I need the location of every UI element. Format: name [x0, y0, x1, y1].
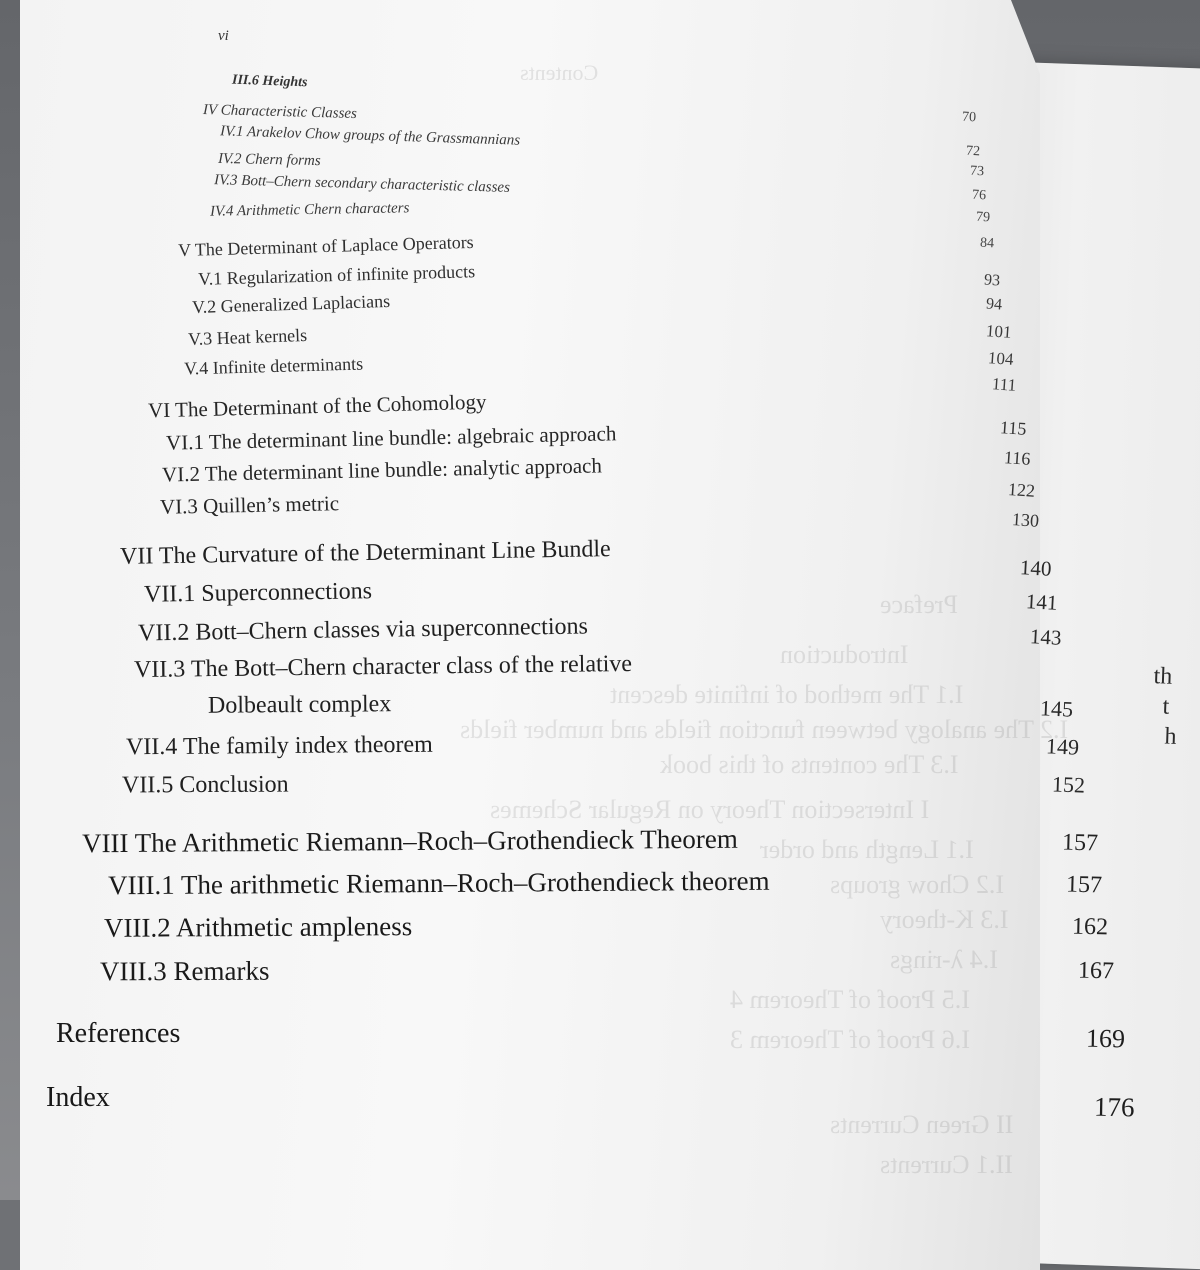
- toc-entry: III.6 Heights: [231, 72, 308, 91]
- toc-entry: VI.2 The determinant line bundle: analytic approach: [161, 453, 603, 487]
- toc-entry: V.1 Regularization of infinite products: [197, 261, 476, 289]
- toc-page-number: 116: [1003, 447, 1032, 469]
- toc-page-number: 104: [987, 348, 1015, 369]
- toc-entry: IV.3 Bott–Chern secondary characteristic classes: [213, 172, 511, 196]
- toc-page-number: 169: [1085, 1023, 1126, 1054]
- toc-entry: VI.1 The determinant line bundle: algebraic approach: [165, 421, 617, 455]
- toc-page-number: 152: [1051, 771, 1086, 798]
- toc-chapter: VII The Curvature of the Determinant Line Bundle: [119, 536, 611, 570]
- toc-page-number: 115: [999, 417, 1028, 439]
- toc-chapter: IV Characteristic Classes: [202, 101, 358, 123]
- toc-page-number: 93: [983, 271, 1001, 290]
- show-through-text: I.6 Proof of Theorem 3: [730, 1025, 970, 1054]
- toc-page-number: 167: [1077, 957, 1115, 985]
- toc-entry: VII.4 The family index theorem: [125, 731, 433, 761]
- show-through-text: I.1 Length and order: [760, 835, 974, 864]
- show-through-text: I.2 Chow groups: [830, 870, 1005, 899]
- toc-page-number: 122: [1007, 479, 1036, 501]
- show-through-text: I Intersection Theory on Regular Schemes: [490, 795, 930, 824]
- toc-chapter: VIII The Arithmetic Riemann–Roch–Grothendieck Theorem: [81, 823, 738, 859]
- facing-page-fragment: h: [1164, 723, 1177, 750]
- toc-entry-continuation: Dolbeault complex: [207, 691, 392, 719]
- toc-entry: IV.4 Arithmetic Chern characters: [209, 200, 410, 220]
- toc-entry: VII.3 The Bott–Chern character class of the relative: [133, 650, 633, 684]
- toc-page-number: 157: [1061, 829, 1099, 857]
- show-through-text: II.1 Currents: [880, 1150, 1013, 1179]
- toc-entry: VII.1 Superconnections: [143, 578, 373, 608]
- toc-chapter: V The Determinant of Laplace Operators: [177, 231, 474, 261]
- toc-page-number: 176: [1093, 1091, 1135, 1123]
- toc-backmatter: Index: [46, 1082, 110, 1113]
- toc-page-number: 72: [965, 143, 981, 160]
- toc-page-number: 101: [985, 321, 1013, 342]
- toc-page-number: 76: [971, 187, 987, 204]
- toc-backmatter: References: [56, 1018, 181, 1049]
- toc-chapter: VI The Determinant of the Cohomology: [147, 389, 487, 423]
- show-through-text: Contents: [520, 60, 599, 85]
- show-through-text: I.3 The contents of this book: [660, 750, 959, 779]
- toc-entry: IV.1 Arakelov Chow groups of the Grassmannians: [219, 123, 521, 149]
- toc-page-number: 79: [975, 209, 991, 226]
- toc-entry: VIII.3 Remarks: [99, 955, 270, 987]
- show-through-text: I.3 K-theory: [880, 905, 1009, 934]
- toc-page-number: 143: [1029, 624, 1063, 650]
- toc-entry: V.4 Infinite determinants: [183, 353, 364, 379]
- toc-entry: VI.3 Quillen’s metric: [159, 491, 340, 519]
- toc-page-number: 111: [991, 374, 1017, 395]
- show-through-text: I.2 The analogy between function fields and number fields: [460, 715, 1069, 744]
- toc-page-number: 157: [1065, 871, 1103, 899]
- facing-page-fragment: th: [1153, 663, 1173, 690]
- show-through-text: Introduction: [780, 640, 909, 669]
- show-through-text: I.5 Proof of Theorem 4: [730, 985, 970, 1014]
- show-through-text: Preface: [880, 590, 958, 619]
- toc-entry: IV.2 Chern forms: [217, 150, 321, 170]
- toc-page-number: 84: [979, 235, 995, 252]
- toc-entry: VIII.1 The arithmetic Riemann–Roch–Grothendieck theorem: [107, 865, 770, 901]
- toc-page-number: 162: [1071, 913, 1109, 941]
- toc-page-number: 73: [969, 163, 985, 180]
- toc-entry: V.2 Generalized Laplacians: [191, 290, 391, 318]
- toc-page-number: 130: [1011, 509, 1040, 531]
- show-through-text: I.4 λ-rings: [890, 945, 998, 974]
- toc-page-number: 149: [1045, 733, 1080, 760]
- toc-page-number: 140: [1019, 555, 1053, 581]
- toc-entry: V.3 Heat kernels: [187, 324, 308, 350]
- show-through-text: II Green Currents: [830, 1110, 1014, 1139]
- toc-page-number: 145: [1039, 695, 1074, 722]
- toc-page-number: 94: [985, 295, 1003, 314]
- facing-page-fragment: t: [1162, 693, 1170, 720]
- toc-entry: VII.5 Conclusion: [121, 771, 289, 799]
- toc-entry: VIII.2 Arithmetic ampleness: [103, 911, 413, 943]
- show-through-text: I.1 The method of infinite descent: [610, 680, 964, 709]
- toc-page-number: 141: [1025, 589, 1059, 615]
- toc-page-number: 70: [961, 109, 977, 126]
- toc-entry: VII.2 Bott–Chern classes via superconnections: [137, 613, 589, 647]
- page-folio: vi: [218, 28, 229, 44]
